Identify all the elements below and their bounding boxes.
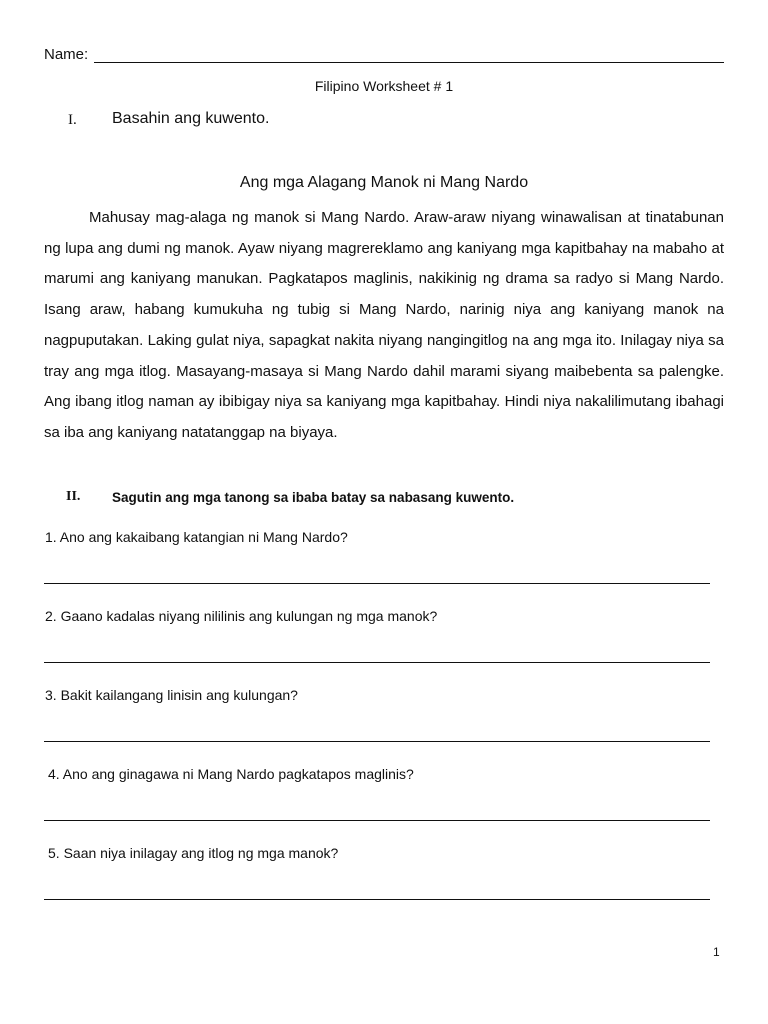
story-title: Ang mga Alagang Manok ni Mang Nardo xyxy=(239,174,529,191)
question-1: 1. Ano ang kakaibang katangian ni Mang Nardo? xyxy=(45,529,348,545)
answer-line-3[interactable] xyxy=(44,741,710,742)
answer-line-2[interactable] xyxy=(44,662,710,663)
worksheet-title: Filipino Worksheet # 1 xyxy=(314,78,454,94)
answer-line-4[interactable] xyxy=(44,820,710,821)
answer-line-5[interactable] xyxy=(44,899,710,900)
section-1-instruction: Basahin ang kuwento. xyxy=(112,110,270,127)
section-2-instruction: Sagutin ang mga tanong sa ibaba batay sa nabasang kuwento. xyxy=(112,490,515,505)
page-number: 1 xyxy=(713,945,720,959)
section-1-number: I. xyxy=(68,112,77,128)
name-label: Name: xyxy=(44,46,89,63)
story-body: Mahusay mag-alaga ng manok si Mang Nardo. Araw-araw niyang winawalisan at tinatabunan ng lupa ang dumi ng manok. Ayaw niyang magrereklamo ang kaniyang mga kapitbahay na mabaho at marumi ang kaniyang manukan. Pagkatapos maglinis, nakikinig ng drama sa radyo si Mang Nardo. Isang araw, habang kumukuha ng tubig si Mang Nardo, narinig niya ang kaniyang manok na nagpuputakan. Laking gulat niya, sapagkat nakita niyang nangingitlog na ang mga ito. Inilagay niya sa tray ang mga itlog. Masayang-masaya si Mang Nardo dahil marami siyang maibebenta sa palengke. Ang ibang itlog naman ay ibibigay niya sa kaniyang mga kapitbahay. Hindi niya nakalilimutang ibahagi sa iba ang kaniyang natatanggap na biyaya. xyxy=(44,209,724,441)
question-5: 5. Saan niya inilagay ang itlog ng mga manok? xyxy=(48,845,339,861)
section-2-number: II. xyxy=(66,489,81,504)
question-3: 3. Bakit kailangang linisin ang kulungan? xyxy=(45,687,298,703)
name-blank-line[interactable] xyxy=(94,48,724,63)
question-4: 4. Ano ang ginagawa ni Mang Nardo pagkatapos maglinis? xyxy=(48,766,414,782)
name-field-row xyxy=(44,46,724,63)
answer-line-1[interactable] xyxy=(44,583,710,584)
question-2: 2. Gaano kadalas niyang nililinis ang kulungan ng mga manok? xyxy=(45,608,438,624)
